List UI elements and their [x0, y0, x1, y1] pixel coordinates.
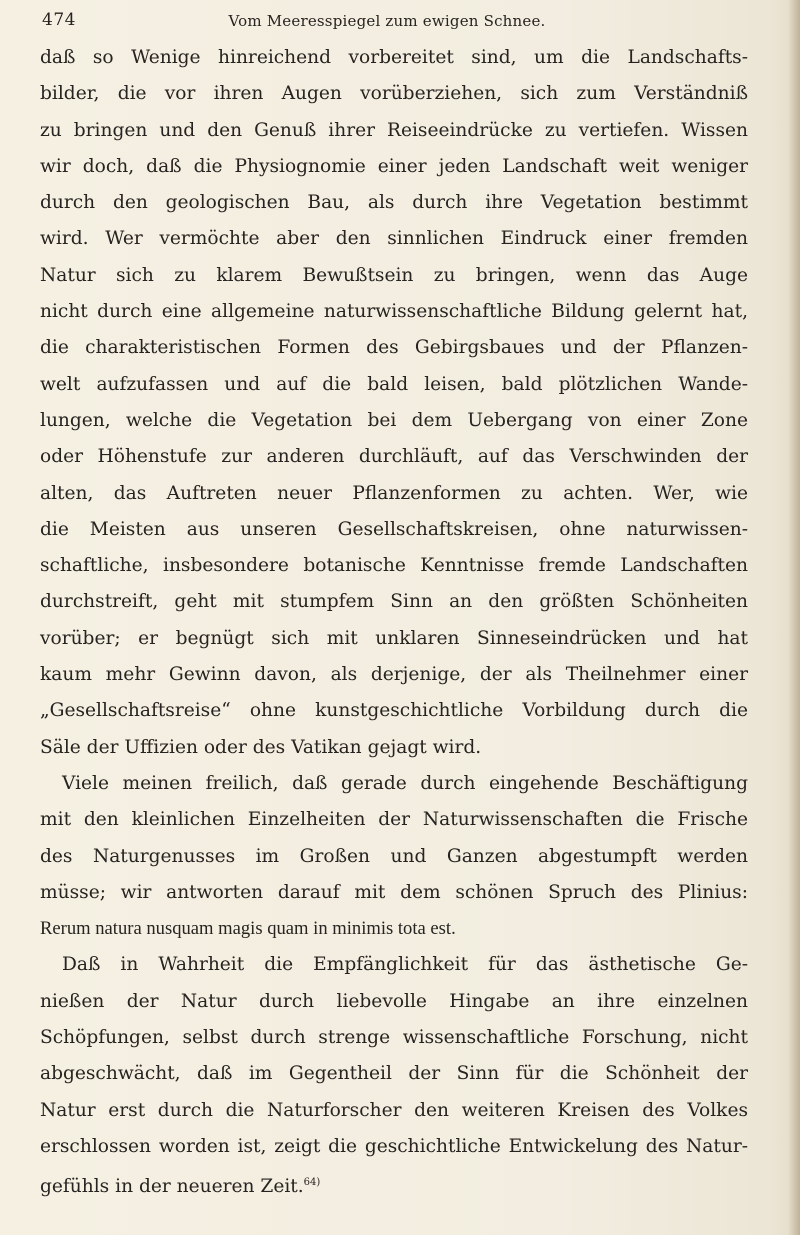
- text-line: müsse; wir antworten darauf mit dem schönen Spruch des Plinius:: [40, 881, 748, 903]
- text-line: des Naturgenusses im Großen und Ganzen abgestumpft werden: [40, 845, 748, 867]
- text-line: zu bringen und den Genuß ihrer Reiseeindrücke zu vertiefen. Wissen: [40, 119, 748, 141]
- text-line: Natur erst durch die Naturforscher den weiteren Kreisen des Volkes: [40, 1099, 748, 1121]
- text-line: Natur sich zu klarem Bewußtsein zu bringen, wenn das Auge: [40, 264, 748, 286]
- text-line: mit den kleinlichen Einzelheiten der Naturwissenschaften die Frische: [40, 809, 748, 831]
- text-line: durch den geologischen Bau, als durch ihre Vegetation bestimmt: [40, 192, 748, 214]
- text-line: Schöpfungen, selbst durch strenge wissenschaftliche Forschung, nicht: [40, 1027, 748, 1049]
- text-line: durchstreift, geht mit stumpfem Sinn an den größten Schönheiten: [40, 591, 748, 613]
- text-line: „Gesellschaftsreise“ ohne kunstgeschichtliche Vorbildung durch die: [40, 700, 748, 722]
- page-edge-shadow: [788, 0, 800, 1235]
- body-text: [40, 40, 748, 1202]
- text-line: lungen, welche die Vegetation bei dem Uebergang von einer Zone: [40, 409, 748, 431]
- footnote-marker: 64): [303, 1177, 321, 1189]
- text-line: wir doch, daß die Physiognomie einer jeden Landschaft weit weniger: [40, 155, 748, 177]
- text-line: erschlossen worden ist, zeigt die geschichtliche Entwickelung des Natur-: [40, 1135, 748, 1157]
- text-line: alten, das Auftreten neuer Pflanzenformen zu achten. Wer, wie: [40, 482, 748, 504]
- text-line: kaum mehr Gewinn davon, als derjenige, der als Theilnehmer einer: [40, 664, 748, 686]
- text-line: nießen der Natur durch liebevolle Hingabe an ihre einzelnen: [40, 990, 748, 1012]
- text-line: vorüber; er begnügt sich mit unklaren Sinneseindrücken und hat: [40, 627, 748, 649]
- page-number: 474: [42, 10, 76, 30]
- text-line-final: [40, 1165, 748, 1201]
- text-line: nicht durch eine allgemeine naturwissenschaftliche Bildung gelernt hat,: [40, 301, 748, 323]
- text-line: die charakteristischen Formen des Gebirgsbaues und der Pflanzen-: [40, 337, 748, 359]
- text-line: Daß in Wahrheit die Empfänglichkeit für das ästhetische Ge-: [62, 954, 748, 976]
- running-head: Vom Meeresspiegel zum ewigen Schnee.: [228, 12, 546, 30]
- text-line: schaftliche, insbesondere botanische Kenntnisse fremde Landschaften: [40, 555, 748, 577]
- page-header: [42, 6, 732, 34]
- text-line: oder Höhenstufe zur anderen durchläuft, auf das Verschwinden der: [40, 446, 748, 468]
- latin-quote: Rerum natura nusquam magis quam in minimis tota est.: [40, 918, 456, 940]
- text-line: Säle der Uffizien oder des Vatikan gejagt wird.: [40, 736, 482, 758]
- text-line: welt aufzufassen und auf die bald leisen, bald plötzlichen Wande-: [40, 373, 748, 395]
- text-line: die Meisten aus unseren Gesellschaftskreisen, ohne naturwissen-: [40, 518, 748, 540]
- text-line: bilder, die vor ihren Augen vorüberziehen, sich zum Verständniß: [40, 83, 748, 105]
- text-line: abgeschwächt, daß im Gegentheil der Sinn für die Schönheit der: [40, 1063, 748, 1085]
- text-line: Viele meinen freilich, daß gerade durch eingehende Beschäftigung: [62, 772, 748, 794]
- text-line: wird. Wer vermöchte aber den sinnlichen Eindruck einer fremden: [40, 228, 748, 250]
- text-line: daß so Wenige hinreichend vorbereitet sind, um die Landschafts-: [40, 47, 748, 68]
- text-line: gefühls in der neueren Zeit.: [40, 1176, 304, 1198]
